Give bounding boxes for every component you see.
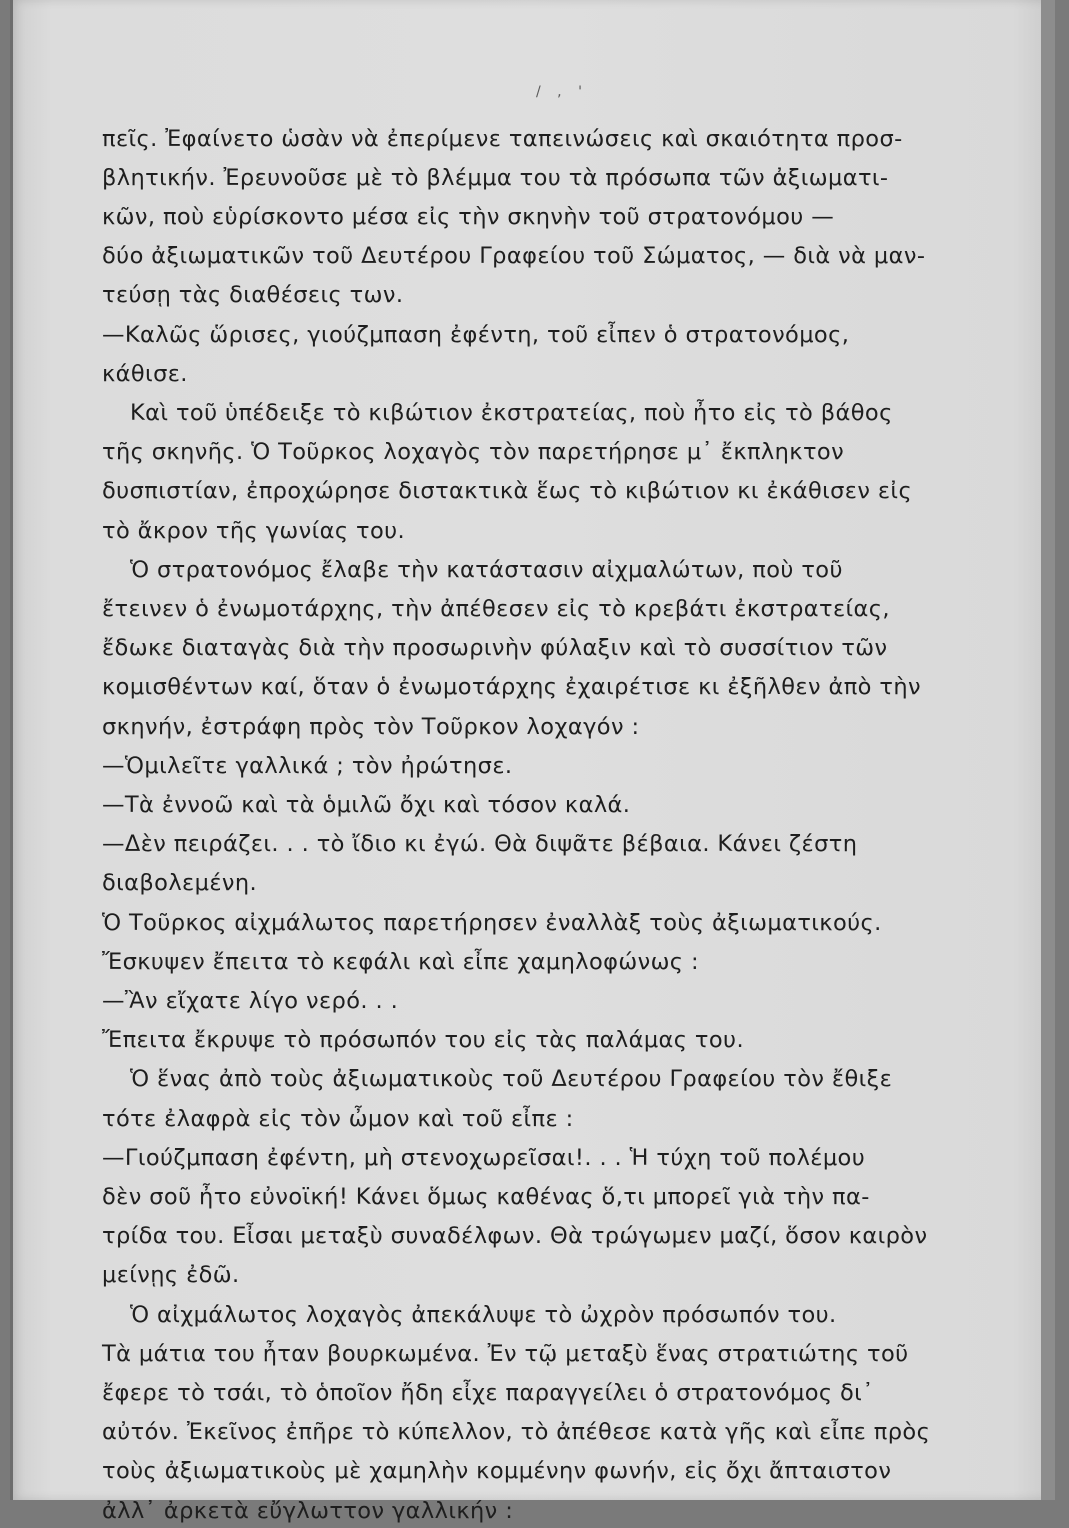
text-line: —Τὰ ἐννοῶ καὶ τὰ ὁμιλῶ ὄχι καὶ τόσον καλά.: [102, 792, 631, 818]
text-line: Ὁ αἰχμάλωτος λοχαγὸς ἀπεκάλυψε τὸ ὠχρὸν πρόσωπόν του.: [130, 1302, 837, 1328]
text-line: δυσπιστίαν, ἐπροχώρησε διστακτικὰ ἕως τὸ κιβώτιον κι ἐκάθισεν εἰς: [102, 478, 913, 504]
text-line: αὐτόν. Ἐκεῖνος ἐπῆρε τὸ κύπελλον, τὸ ἀπέθεσε κατὰ γῆς καὶ εἶπε πρὸς: [102, 1419, 931, 1445]
text-line: ἀλλ᾽ ἀρκετὰ εὔγλωττον γαλλικήν :: [102, 1498, 514, 1524]
text-line: ἔδωκε διαταγὰς διὰ τὴν προσωρινὴν φύλαξιν καὶ τὸ συσσίτιον τῶν: [102, 635, 888, 661]
page-header-mark: / , ': [536, 84, 588, 100]
text-line: κομισθέντων καί, ὅταν ὁ ἐνωμοτάρχης ἐχαιρέτισε κι ἐξῆλθεν ἀπὸ τὴν: [102, 674, 921, 700]
text-line: σκηνήν, ἐστράφη πρὸς τὸν Τοῦρκον λοχαγόν :: [102, 714, 640, 740]
text-line: τότε ἐλαφρὰ εἰς τὸν ὦμον καὶ τοῦ εἶπε :: [102, 1106, 574, 1132]
text-line: —Ἂν εἴχατε λίγο νερό. . .: [102, 988, 399, 1014]
text-line: ἔφερε τὸ τσάι, τὸ ὁποῖον ἤδη εἶχε παραγγείλει ὁ στρατονόμος δι᾽: [102, 1380, 874, 1406]
text-line: Ἔπειτα ἔκρυψε τὸ πρόσωπόν του εἰς τὰς παλάμας του.: [102, 1027, 745, 1053]
text-line: Ὁ ἕνας ἀπὸ τοὺς ἀξιωματικοὺς τοῦ Δευτέρου Γραφείου τὸν ἔθιξε: [130, 1066, 893, 1092]
text-line: δὲν σοῦ ἦτο εὐνοϊκή! Κάνει ὅμως καθένας ὅ,τι μπορεῖ γιὰ τὴν πα-: [102, 1184, 870, 1210]
text-line: κῶν, ποὺ εὑρίσκοντο μέσα εἰς τὴν σκηνὴν τοῦ στρατονόμου —: [102, 204, 835, 230]
text-line: κάθισε.: [102, 361, 188, 387]
text-line: μείνῃς ἐδῶ.: [102, 1262, 240, 1288]
text-line: τρίδα του. Εἶσαι μεταξὺ συναδέλφων. Θὰ τρώγωμεν μαζί, ὅσον καιρὸν: [102, 1223, 928, 1249]
text-line: Καὶ τοῦ ὑπέδειξε τὸ κιβώτιον ἐκστρατείας, ποὺ ἦτο εἰς τὸ βάθος: [130, 400, 893, 426]
text-line: —Γιούζμπαση ἐφέντη, μὴ στενοχωρεῖσαι!. . . Ἡ τύχη τοῦ πολέμου: [102, 1145, 866, 1171]
text-line: διαβολεμένη.: [102, 870, 258, 896]
text-line: Ὁ στρατονόμος ἔλαβε τὴν κατάστασιν αἰχμαλώτων, ποὺ τοῦ: [130, 557, 843, 583]
text-line: Τὰ μάτια του ἦταν βουρκωμένα. Ἐν τῷ μεταξὺ ἕνας στρατιώτης τοῦ: [102, 1341, 909, 1367]
text-line: —Καλῶς ὥρισες, γιούζμπαση ἐφέντη, τοῦ εἶπεν ὁ στρατονόμος,: [102, 322, 850, 348]
text-line: —Ὁμιλεῖτε γαλλικά ; τὸν ἠρώτησε.: [102, 753, 513, 779]
page-right-edge: [1041, 0, 1055, 1500]
text-line: ἔτεινεν ὁ ἐνωμοτάρχης, τὴν ἀπέθεσεν εἰς τὸ κρεβάτι ἐκστρατείας,: [102, 596, 890, 622]
text-line: —Δὲν πειράζει. . . τὸ ἴδιο κι ἐγώ. Θὰ διψᾶτε βέβαια. Κάνει ζέστη: [102, 831, 858, 857]
text-line: τῆς σκηνῆς. Ὁ Τοῦρκος λοχαγὸς τὸν παρετήρησε μ᾽ ἔκπληκτον: [102, 439, 845, 465]
text-line: βλητικήν. Ἐρευνοῦσε μὲ τὸ βλέμμα του τὰ πρόσωπα τῶν ἀξιωματι-: [102, 165, 889, 191]
text-line: τοὺς ἀξιωματικοὺς μὲ χαμηλὴν κομμένην φωνήν, εἰς ὄχι ἄπταιστον: [102, 1458, 892, 1484]
text-line: πεῖς. Ἐφαίνετο ὡσὰν νὰ ἐπερίμενε ταπεινώσεις καὶ σκαιότητα προσ-: [102, 126, 903, 152]
text-line: Ἔσκυψεν ἔπειτα τὸ κεφάλι καὶ εἶπε χαμηλοφώνως :: [102, 949, 699, 975]
text-line: δύο ἀξιωματικῶν τοῦ Δευτέρου Γραφείου τοῦ Σώματος, — διὰ νὰ μαν-: [102, 243, 926, 269]
text-line: τεύσῃ τὰς διαθέσεις των.: [102, 282, 404, 308]
scanned-page: [10, 0, 1055, 1524]
text-line: Ὁ Τοῦρκος αἰχμάλωτος παρετήρησεν ἐναλλὰξ τοὺς ἀξιωματικούς.: [102, 910, 882, 936]
page-spine-shadow: [10, 0, 13, 1500]
text-line: τὸ ἄκρον τῆς γωνίας του.: [102, 518, 406, 544]
